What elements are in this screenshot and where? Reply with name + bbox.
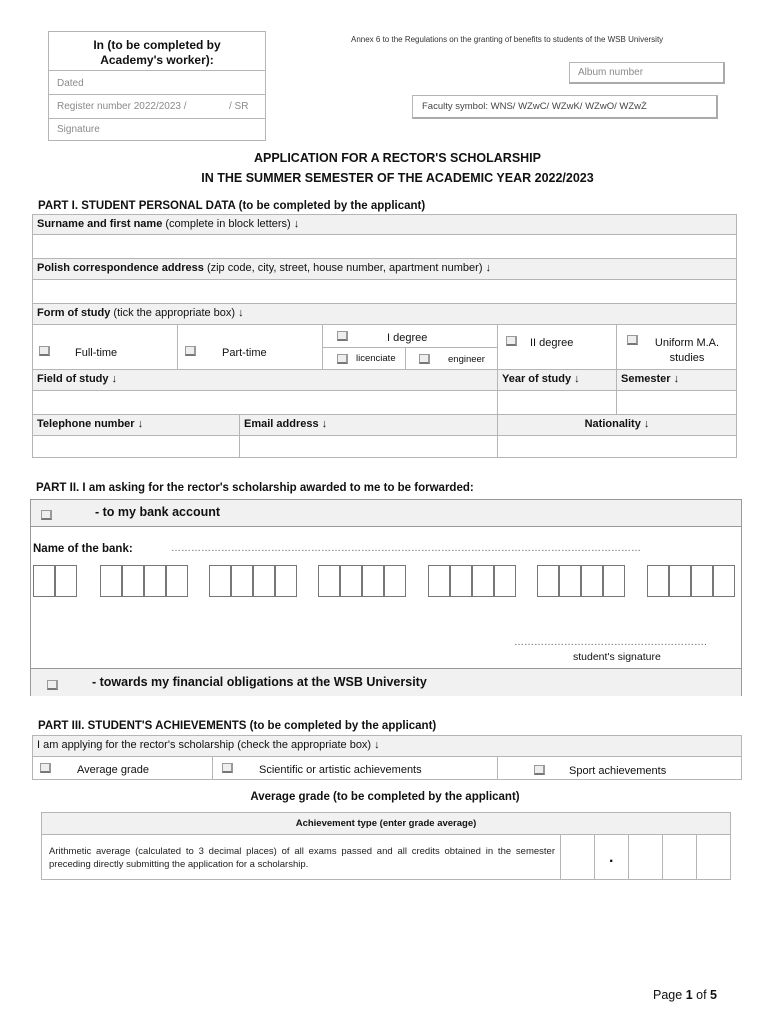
part1-heading: PART I. STUDENT PERSONAL DATA (to be completed by the applicant) [38,200,426,212]
licenciate-checkbox[interactable] [337,354,348,364]
applying-header: I am applying for the rector's scholarship (check the appropriate box) ↓ [32,735,742,757]
licenciate-label: licenciate [356,353,396,364]
part2-frame [30,499,742,696]
scientific-checkbox[interactable] [222,763,233,773]
surname-label: Surname and first name [37,218,163,230]
part-time-checkbox[interactable] [185,346,196,356]
i-degree-label: I degree [387,332,428,344]
address-input[interactable] [32,279,737,304]
iban-digit[interactable] [472,565,494,597]
form-of-study-label: Form of study [37,307,111,319]
ii-degree-cell[interactable] [497,324,617,370]
part-time-cell[interactable] [177,324,323,370]
iban-digit[interactable] [669,565,691,597]
address-label: Polish correspondence address [37,262,204,274]
worker-box [48,31,266,141]
album-number-field[interactable] [569,62,725,84]
full-time-label: Full-time [75,347,118,359]
surname-input[interactable] [32,234,737,259]
arithmetic-average-row [41,834,731,880]
iban-digit[interactable] [691,565,713,597]
worker-box-title-2: Academy's worker): [100,53,214,67]
field-of-study-header: Field of study ↓ [32,369,498,391]
bank-name-input[interactable]: …………………………………………………………………………………………………………………………… [171,543,641,554]
annex-text: Annex 6 to the Regulations on the granting of benefits to students of the WSB University [351,35,664,44]
obligations-checkbox[interactable] [47,680,58,690]
achievement-type-header: Achievement type (enter grade average) [41,812,731,835]
part2-heading: PART II. I am asking for the rector's scholarship awarded to me to be forwarded: [36,482,474,494]
telephone-header: Telephone number ↓ [32,414,240,436]
uniform-ma-label-1: Uniform M.A. [654,337,720,349]
album-number-label: Album number [578,67,644,78]
iban-digit[interactable] [122,565,144,597]
iban-digit[interactable] [559,565,581,597]
scientific-label: Scientific or artistic achievements [259,764,422,776]
ii-degree-checkbox[interactable] [506,336,517,346]
obligations-label: - towards my financial obligations at the WSB University [92,675,427,689]
iban-digits[interactable] [33,565,738,597]
student-signature-line[interactable]: …………………………………………………. [514,637,707,648]
iban-digit[interactable] [275,565,297,597]
iban-digit[interactable] [100,565,122,597]
sport-option[interactable] [497,756,742,780]
average-grade-heading: Average grade (to be completed by the applicant) [250,791,520,803]
iban-digit[interactable] [537,565,559,597]
iban-digit[interactable] [362,565,384,597]
average-grade-checkbox[interactable] [40,763,51,773]
iban-digit[interactable] [318,565,340,597]
form-of-study-header [32,303,737,325]
page-prefix: Page [653,988,683,1002]
grade-dot-cell [595,835,629,879]
part-time-label: Part-time [222,347,267,359]
obligations-option-row[interactable] [31,668,741,696]
i-degree-checkbox[interactable] [337,331,348,341]
bank-account-label: - to my bank account [95,505,221,519]
faculty-symbol-label: Faculty symbol: WNS/ WZwC/ WZwK/ WZwO/ WZwŻ [422,101,647,112]
signature-field[interactable]: Signature [57,124,100,135]
average-grade-option[interactable] [32,756,213,780]
uniform-ma-checkbox[interactable] [627,335,638,345]
average-grade-label: Average grade [77,764,149,776]
arithmetic-average-text: Arithmetic average (calculated to 3 decimal places) of all exams passed and all credits obtained in the semester preceding directly submitting the application for a scholarship. [49,846,555,870]
engineer-checkbox[interactable] [419,354,430,364]
engineer-cell[interactable] [405,347,498,370]
iban-digit[interactable] [581,565,603,597]
iban-digit[interactable] [231,565,253,597]
bank-account-checkbox[interactable] [41,510,52,520]
page-indicator [653,988,717,1002]
form-title-2: IN THE SUMMER SEMESTER OF THE ACADEMIC YEAR 2022/2023 [201,171,594,185]
ii-degree-label: II degree [530,337,574,349]
iban-digit[interactable] [384,565,406,597]
iban-digit[interactable] [494,565,516,597]
grade-digit-2[interactable] [629,835,663,879]
uniform-ma-cell[interactable] [616,324,737,370]
semester-header: Semester ↓ [616,369,737,391]
register-number-field[interactable]: Register number 2022/2023 / [57,101,187,112]
bank-name-label: Name of the bank: [33,543,133,555]
full-time-cell[interactable] [32,324,178,370]
form-title-1: APPLICATION FOR A RECTOR'S SCHOLARSHIP [253,151,541,165]
licenciate-cell[interactable] [322,347,406,370]
grade-decimal-point: . [609,849,614,866]
form-of-study-hint: (tick the appropriate box) ↓ [113,307,244,319]
scientific-option[interactable] [212,756,498,780]
email-header: Email address ↓ [239,414,498,436]
grade-digit-3[interactable] [663,835,697,879]
iban-digit[interactable] [253,565,275,597]
sport-label: Sport achievements [569,765,667,777]
field-of-study-input[interactable] [32,390,498,415]
iban-digit[interactable] [340,565,362,597]
register-suffix: / SR [229,101,249,112]
iban-digit[interactable] [647,565,669,597]
worker-box-title-1: In (to be completed by [93,38,221,52]
year-of-study-header: Year of study ↓ [497,369,617,391]
iban-digit[interactable] [713,565,735,597]
engineer-label: engineer [448,354,485,365]
iban-digit[interactable] [166,565,188,597]
bank-option-row[interactable] [31,500,741,527]
sport-checkbox[interactable] [534,765,545,775]
page-total: 5 [710,988,717,1002]
faculty-symbol-field[interactable] [412,95,718,119]
uniform-ma-label-2: studies [669,352,705,364]
iban-digit[interactable] [428,565,450,597]
grade-digit-4[interactable] [697,835,730,879]
page-of: of [696,988,707,1002]
nationality-input[interactable] [497,435,737,458]
grade-digit-1[interactable] [561,835,595,879]
iban-digit[interactable] [144,565,166,597]
telephone-input[interactable] [32,435,240,458]
page-number: 1 [685,988,693,1002]
year-of-study-input[interactable] [497,390,617,415]
surname-header [32,214,737,235]
dated-field[interactable]: Dated [57,78,84,89]
full-time-checkbox[interactable] [39,346,50,356]
iban-digit[interactable] [209,565,231,597]
semester-input[interactable] [616,390,737,415]
i-degree-cell[interactable] [322,324,498,348]
address-hint: (zip code, city, street, house number, apartment number) ↓ [206,262,492,274]
iban-digit[interactable] [450,565,472,597]
part3-heading: PART III. STUDENT'S ACHIEVEMENTS (to be completed by the applicant) [38,720,437,732]
email-input[interactable] [239,435,498,458]
nationality-header: Nationality ↓ [497,414,737,436]
iban-digit[interactable] [55,565,77,597]
address-header [32,258,737,280]
student-signature-label: student's signature [573,651,661,663]
iban-digit[interactable] [33,565,55,597]
surname-hint: (complete in block letters) ↓ [165,218,300,230]
iban-digit[interactable] [603,565,625,597]
